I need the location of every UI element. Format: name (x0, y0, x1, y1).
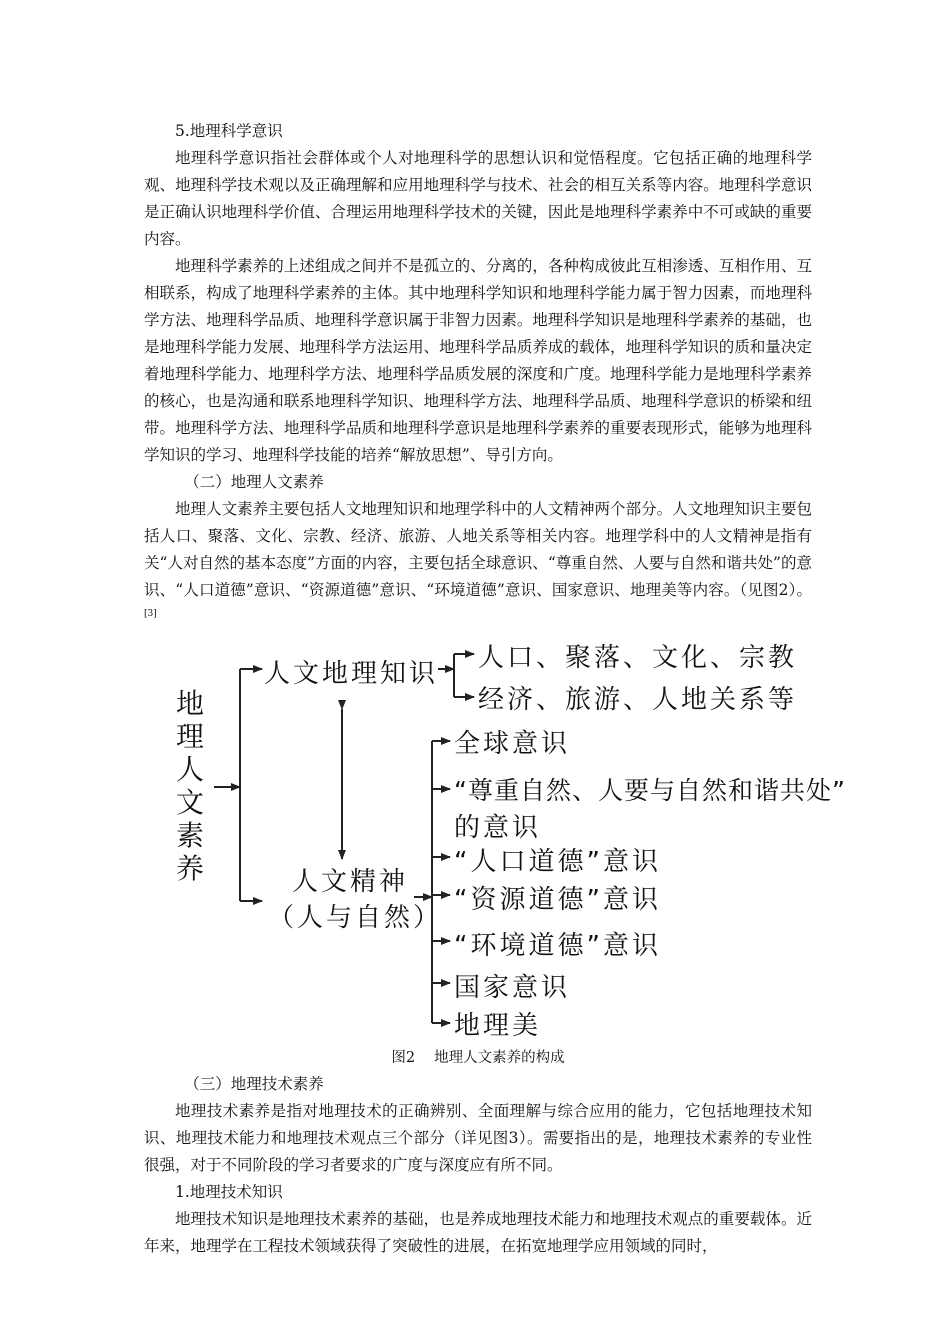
root-char: 理 (175, 720, 204, 753)
document-page (144, 118, 846, 1260)
section-2-paragraph-text: 地理人文素养主要包括人文地理知识和地理学科中的人文精神两个部分。人文地理知识主要包括人口、聚落、文化、宗教、经济、旅游、人地关系等相关内容。地理学科中的人文精神是指有关“人对自然的基本态度”方面的内容，主要包括全球意识、“尊重自然、人要与自然和谐共处”的意识、“人口道德”意识、“资源道德”意识、“环境道德”意识、国家意识、地理美等内容。（见图2）。 (144, 500, 812, 599)
branch2-item: 国家意识 (454, 973, 571, 1003)
reference-marker: [3] (144, 608, 157, 619)
branch-human-geo-knowledge: 人文地理知识 (264, 659, 439, 689)
section-2-heading: （二）地理人文素养 (184, 473, 324, 491)
branch2-item: 的意识 (454, 813, 542, 843)
branch-humanistic-spirit: 人文精神 (292, 867, 409, 897)
section-5-paragraph-2: 地理科学素养的上述组成之间并不是孤立的、分离的，各种构成彼此互相渗透、互相作用、互相联系，构成了地理科学素养的主体。其中地理科学知识和地理科学能力属于智力因素，而地理科学方法、地理科学品质、地理科学意识属于非智力因素。地理科学知识是地理科学素养的基础，也是地理科学能力发展、地理科学方法运用、地理科学品质养成的载体，地理科学知识的质和量决定着地理科学能力、地理科学方法、地理科学品质发展的深度和广度。地理科学能力是地理科学素养的核心，也是沟通和联系地理科学知识、地理科学方法、地理科学品质、地理科学意识的桥梁和纽带。地理科学方法、地理科学品质和地理科学意识是地理科学素养的重要表现形式，能够为地理科学知识的学习、地理科学技能的培养“解放思想”、导引方向。 (144, 257, 812, 464)
figure-2-caption: 图2 地理人文素养的构成 (391, 1050, 565, 1066)
branch2-item: 全球意识 (454, 729, 571, 759)
figure-2-diagram (144, 639, 846, 1041)
section-2-paragraph-1 (144, 496, 812, 631)
section-3-heading: （三）地理技术素养 (184, 1075, 324, 1093)
root-char: 文 (175, 786, 204, 819)
branch2-item: “人口道德”意识 (454, 847, 661, 877)
branch2-item: 地理美 (454, 1011, 542, 1041)
root-char: 人 (175, 753, 204, 786)
branch1-item: 经济、旅游、人地关系等 (478, 685, 798, 715)
diagram-root-label (174, 687, 206, 885)
section-3-paragraph-2: 地理技术知识是地理技术素养的基础，也是养成地理技术能力和地理技术观点的重要载体。近年来，地理学在工程技术领域获得了突破性的进展，在拓宽地理学应用领域的同时， (144, 1210, 812, 1255)
branch2-item: “环境道德”意识 (454, 931, 661, 961)
branch1-item: 人口、聚落、文化、宗教 (478, 643, 798, 673)
section-3-paragraph-1: 地理技术素养是指对地理技术的正确辨别、全面理解与综合应用的能力，它包括地理技术知识、地理技术能力和地理技术观点三个部分（详见图3）。需要指出的是，地理技术素养的专业性很强，对于不同阶段的学习者要求的广度与深度应有所不同。 (144, 1102, 812, 1174)
branch-humanistic-spirit-sub: （人与自然） (268, 903, 443, 933)
branch2-item: “资源道德”意识 (454, 885, 661, 915)
root-char: 地 (175, 687, 204, 720)
root-char: 养 (175, 852, 204, 885)
section-5-heading: 5.地理科学意识 (175, 122, 283, 140)
branch2-item: “尊重自然、人要与自然和谐共处” (454, 776, 846, 805)
root-char: 素 (175, 819, 204, 852)
section-5-paragraph-1: 地理科学意识指社会群体或个人对地理科学的思想认识和觉悟程度。它包括正确的地理科学观、地理科学技术观以及正确理解和应用地理科学与技术、社会的相互关系等内容。地理科学意识是正确认识地理科学价值、合理运用地理科学技术的关键，因此是地理科学素养中不可或缺的重要内容。 (144, 149, 812, 248)
section-3-subheading: 1.地理技术知识 (175, 1183, 283, 1201)
